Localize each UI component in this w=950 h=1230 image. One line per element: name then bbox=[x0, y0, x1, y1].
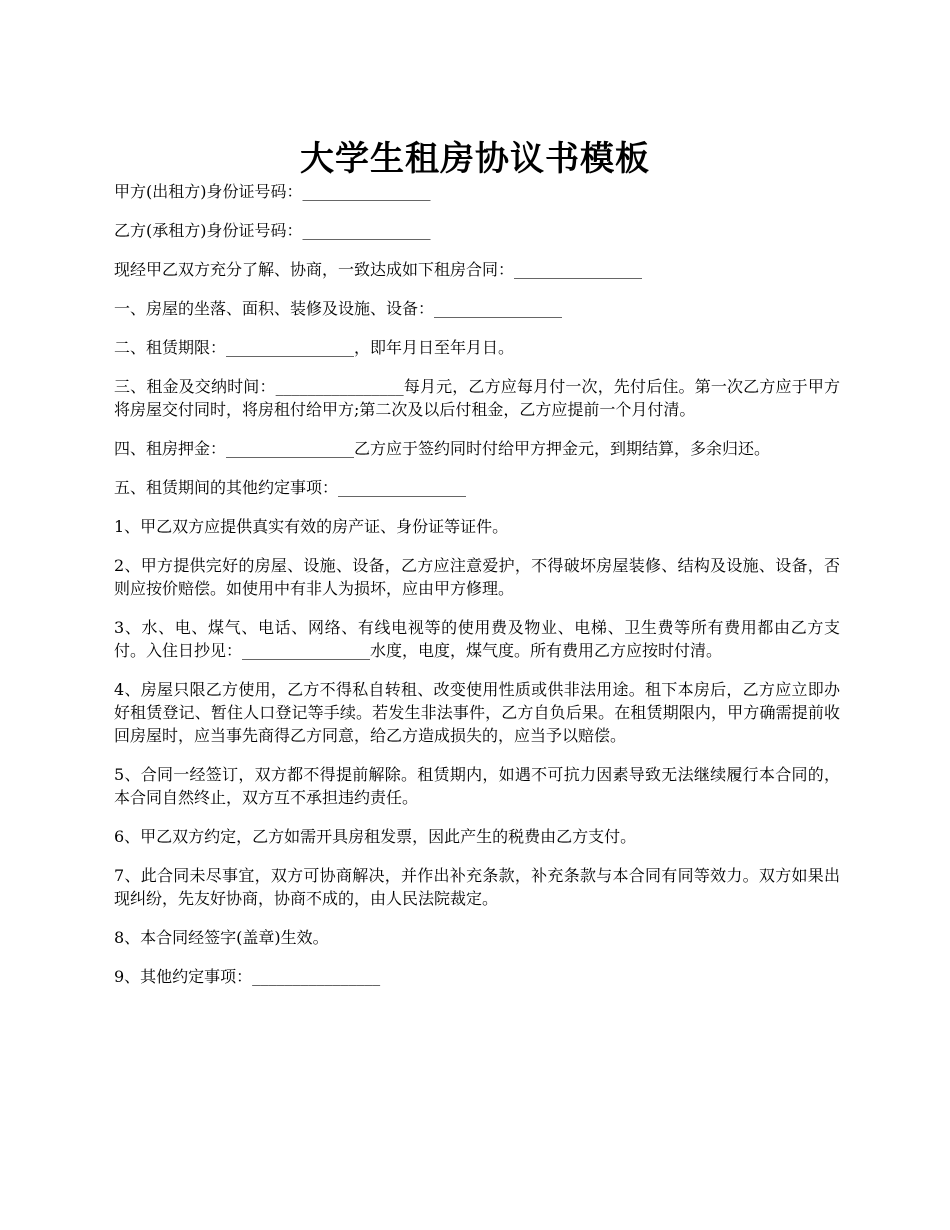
paragraph-preamble: 现经甲乙双方充分了解、协商，一致达成如下租房合同：________________ bbox=[114, 260, 643, 279]
paragraph-item-6: 6、甲乙双方约定，乙方如需开具房租发票，因此产生的税费由乙方支付。 bbox=[114, 827, 637, 846]
paragraph-party-b-id: 乙方(承租方)身份证号码：________________ bbox=[114, 221, 431, 240]
paragraph-clause-4: 四、租房押金：________________乙方应于签约同时付给甲方押金元，到期结算，多余归还。 bbox=[114, 439, 771, 458]
paragraph-item-4: 4、房屋只限乙方使用，乙方不得私自转租、改变使用性质或供非法用途。租下本房后，乙方应立即办好租赁登记、暂住人口登记等手续。若发生非法事件，乙方自负后果。在租赁期限内，甲方确需提前收回房屋时，应当事先商得乙方同意，给乙方造成损失的，应当予以赔偿。 bbox=[114, 680, 840, 745]
paragraph-party-a-id: 甲方(出租方)身份证号码：________________ bbox=[114, 182, 431, 201]
paragraph-item-5: 5、合同一经签订，双方都不得提前解除。租赁期内，如遇不可抗力因素导致无法继续履行本合同的，本合同自然终止，双方互不承担违约责任。 bbox=[114, 765, 840, 807]
paragraph-clause-3: 三、租金及交纳时间：________________每月元，乙方应每月付一次，先付后住。第一次乙方应于甲方将房屋交付同时，将房租付给甲方;第二次及以后付租金，乙方应提前一个月付清。 bbox=[114, 377, 840, 419]
document-body bbox=[114, 180, 840, 1004]
paragraph-item-1: 1、甲乙双方应提供真实有效的房产证、身份证等证件。 bbox=[114, 517, 509, 536]
paragraph-item-8: 8、本合同经签字(盖章)生效。 bbox=[114, 928, 329, 947]
paragraph-clause-1: 一、房屋的坐落、面积、装修及设施、设备：________________ bbox=[114, 299, 563, 318]
paragraph-item-3: 3、水、电、煤气、电话、网络、有线电视等的使用费及物业、电梯、卫生费等所有费用都由乙方支付。入住日抄见：________________水度，电度，煤气度。所有费用乙方应按时付清。 bbox=[114, 618, 840, 660]
paragraph-clause-2: 二、租赁期限：________________，即年月日至年月日。 bbox=[114, 338, 515, 357]
paragraph-item-2: 2、甲方提供完好的房屋、设施、设备，乙方应注意爱护，不得破坏房屋装修、结构及设施、设备，否则应按价赔偿。如使用中有非人为损坏，应由甲方修理。 bbox=[114, 556, 840, 598]
document-title: 大学生租房协议书模板 bbox=[300, 138, 650, 179]
paragraph-clause-5: 五、租赁期间的其他约定事项：________________ bbox=[114, 478, 467, 497]
paragraph-item-7: 7、此合同未尽事宜，双方可协商解决，并作出补充条款，补充条款与本合同有同等效力。双方如果出现纠纷，先友好协商，协商不成的，由人民法院裁定。 bbox=[114, 866, 840, 908]
paragraph-item-9: 9、其他约定事项：________________ bbox=[114, 967, 381, 986]
